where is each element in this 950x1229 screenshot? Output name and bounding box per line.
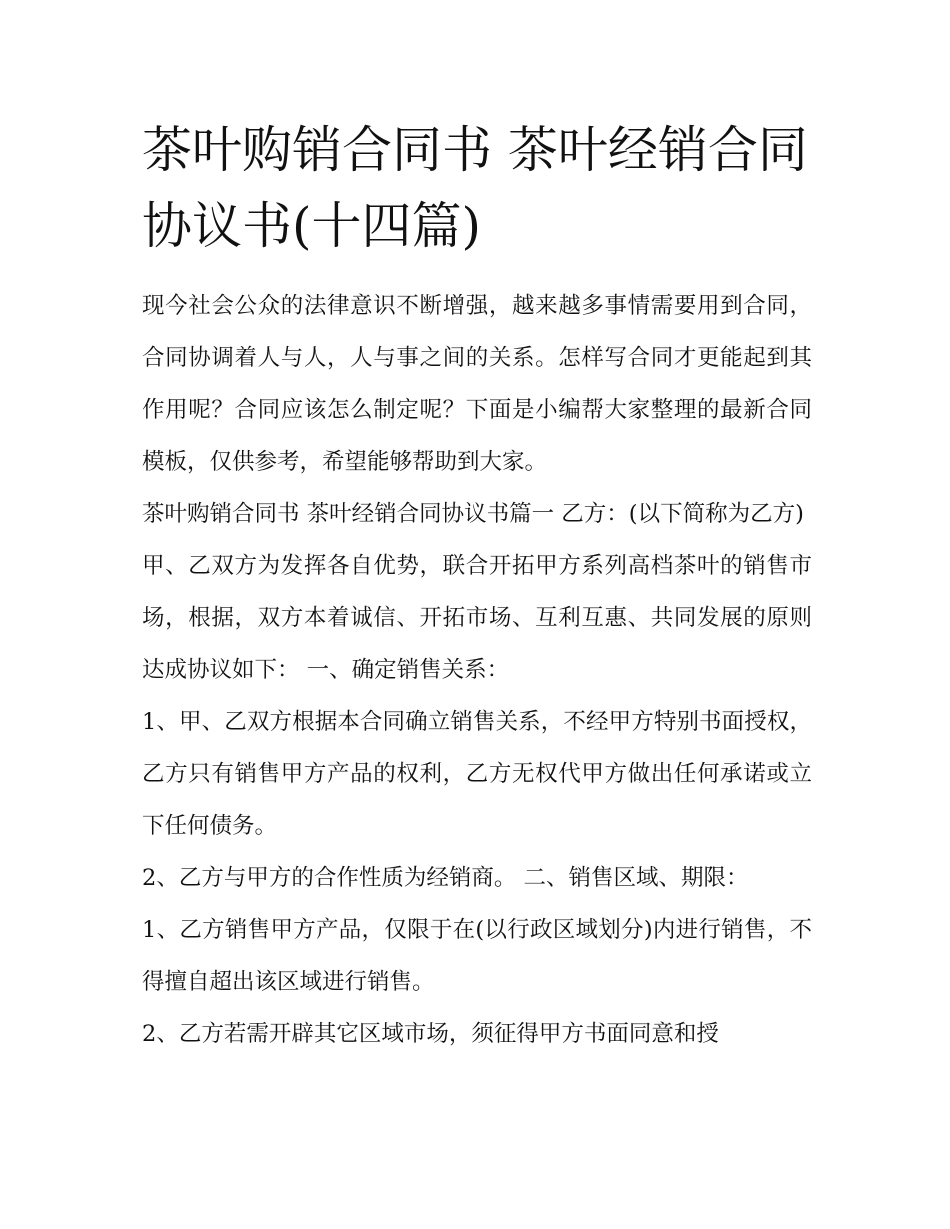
- paragraph-clause-1-1: 1、甲、乙双方根据本合同确立销售关系，不经甲方特别书面授权，乙方只有销售甲方产品的权利，乙方无权代甲方做出任何承诺或立下任何债务。: [142, 709, 812, 839]
- document-body: [142, 280, 812, 1060]
- paragraph-preamble: 甲、乙双方为发挥各自优势，联合开拓甲方系列高档茶叶的销售市场，根据，双方本着诚信、开拓市场、互利互惠、共同发展的原则达成协议如下： 一、确定销售关系：: [142, 553, 812, 683]
- document-title: 茶叶购销合同书 茶叶经销合同协议书(十四篇): [142, 121, 808, 255]
- paragraph-intro: 现今社会公众的法律意识不断增强，越来越多事情需要用到合同，合同协调着人与人，人与事之间的关系。怎样写合同才更能起到其作用呢？合同应该怎么制定呢？下面是小编帮大家整理的最新合同模板，仅供参考，希望能够帮助到大家。: [142, 293, 812, 475]
- paragraph-clause-1-2: 2、乙方与甲方的合作性质为经销商。 二、销售区域、期限：: [142, 865, 749, 891]
- paragraph-clause-2-2: 2、乙方若需开辟其它区域市场，须征得甲方书面同意和授: [142, 1021, 719, 1047]
- paragraph-part-one-heading: 茶叶购销合同书 茶叶经销合同协议书篇一 乙方：(以下简称为乙方): [142, 501, 804, 527]
- paragraph-clause-2-1: 1、乙方销售甲方产品，仅限于在(以行政区域划分)内进行销售，不得擅自超出该区域进行销售。: [142, 917, 812, 995]
